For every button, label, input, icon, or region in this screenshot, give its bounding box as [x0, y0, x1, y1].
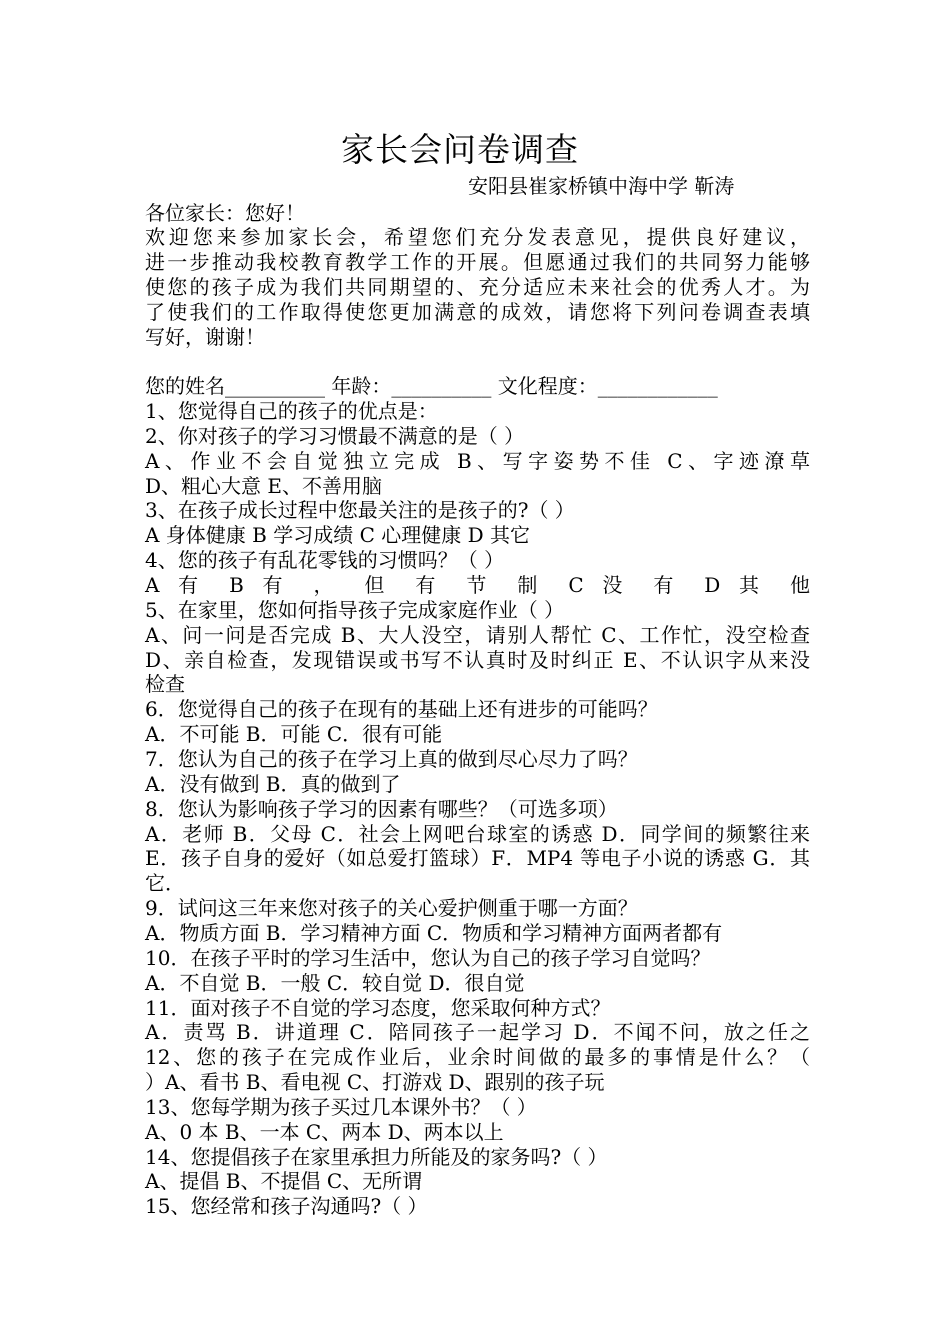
text-line: D、亲自检查，发现错误或书写不认真时及时纠正 E、不认识字从来没 [145, 648, 810, 672]
text-line: 10．在孩子平时的学习生活中，您认为自己的孩子学习自觉吗？ [145, 946, 711, 970]
text-line: 12、您的孩子在完成作业后，业余时间做的最多的事情是什么？（ [145, 1045, 810, 1069]
text-line: 14、您提倡孩子在家里承担力所能及的家务吗?（ ） [145, 1145, 608, 1169]
text-line: ）A、看书 B、看电视 C、打游戏 D、跟别的孩子玩 [145, 1070, 605, 1094]
text-line: A、问一问是否完成 B、大人没空，请别人帮忙 C、工作忙，没空检查 [145, 623, 810, 647]
text-line: 15、您经常和孩子沟通吗?（ ） [145, 1194, 428, 1218]
author-line: 安阳县崔家桥镇中海中学 靳涛 [468, 174, 735, 198]
text-line: 检查 [145, 672, 185, 696]
text-line: 5、在家里，您如何指导孩子完成家庭作业（ ） [145, 598, 565, 622]
text-line: A．没有做到 B．真的做到了 [145, 772, 401, 796]
text-line: 11．面对孩子不自觉的学习态度，您采取何种方式？ [145, 996, 611, 1020]
text-line: A．不可能 B．可能 C．很有可能 [145, 722, 443, 746]
text-line: 进一步推动我校教育教学工作的开展。但愿通过我们的共同努力能够 [145, 250, 810, 274]
text-line: 9．试问这三年来您对孩子的关心爱护侧重于哪一方面？ [145, 896, 638, 920]
text-line: 使您的孩子成为我们共同期望的、充分适应未来社会的优秀人才。为 [145, 275, 810, 299]
text-line: 欢迎您来参加家长会，希望您们充分发表意见，提供良好建议， [145, 225, 810, 249]
text-line: 4、您的孩子有乱花零钱的习惯吗？（ ） [145, 548, 505, 572]
text-line: A．不自觉 B．一般 C．较自觉 D．很自觉 [145, 971, 525, 995]
text-line: E．孩子自身的爱好（如总爱打篮球）F．MP4 等电子小说的诱惑 G．其 [145, 846, 810, 870]
text-line: A 身体健康 B 学习成绩 C 心理健康 D 其它 [145, 523, 530, 547]
text-line: A、提倡 B、不提倡 C、无所谓 [145, 1169, 423, 1193]
text-line: 您的姓名__________ 年龄：__________ 文化程度：____________ [145, 374, 718, 398]
text-line: 2、你对孩子的学习习惯最不满意的是（ ） [145, 424, 525, 448]
text-line: 13、您每学期为孩子买过几本课外书？（ ） [145, 1095, 537, 1119]
text-line: A．责骂 B．讲道理 C．陪同孩子一起学习 D．不闻不问，放之任之 [145, 1020, 810, 1044]
text-line: 它． [145, 871, 185, 895]
text-line: 各位家长：您好！ [145, 201, 305, 225]
text-line: 8．您认为影响孩子学习的因素有哪些？（可选多项） [145, 797, 618, 821]
text-line: A．物质方面 B．学习精神方面 C．物质和学习精神方面两者都有 [145, 921, 723, 945]
text-line: 7．您认为自己的孩子在学习上真的做到尽心尽力了吗？ [145, 747, 638, 771]
text-line: D、粗心大意 E、不善用脑 [145, 474, 382, 498]
text-line: 6．您觉得自己的孩子在现有的基础上还有进步的可能吗？ [145, 697, 658, 721]
text-line: A、0 本 B、一本 C、两本 D、两本以上 [145, 1120, 504, 1144]
text-line: A 有 B 有 ， 但 有 节 制 C 没 有 D 其 他 [145, 573, 810, 597]
document-title: 家长会问卷调查 [341, 130, 579, 169]
text-line: 写好，谢谢！ [145, 325, 265, 349]
text-line: 3、在孩子成长过程中您最关注的是孩子的?（ ） [145, 498, 575, 522]
text-line: A．老师 B．父母 C．社会上网吧台球室的诱惑 D．同学间的频繁往来 [145, 822, 810, 846]
text-line: 了使我们的工作取得使您更加满意的成效，请您将下列问卷调查表填 [145, 300, 810, 324]
text-line: A、作业不会自觉独立完成 B、写字姿势不佳 C、字迹潦草 [145, 449, 810, 473]
text-line: 1、您觉得自己的孩子的优点是： [145, 399, 438, 423]
